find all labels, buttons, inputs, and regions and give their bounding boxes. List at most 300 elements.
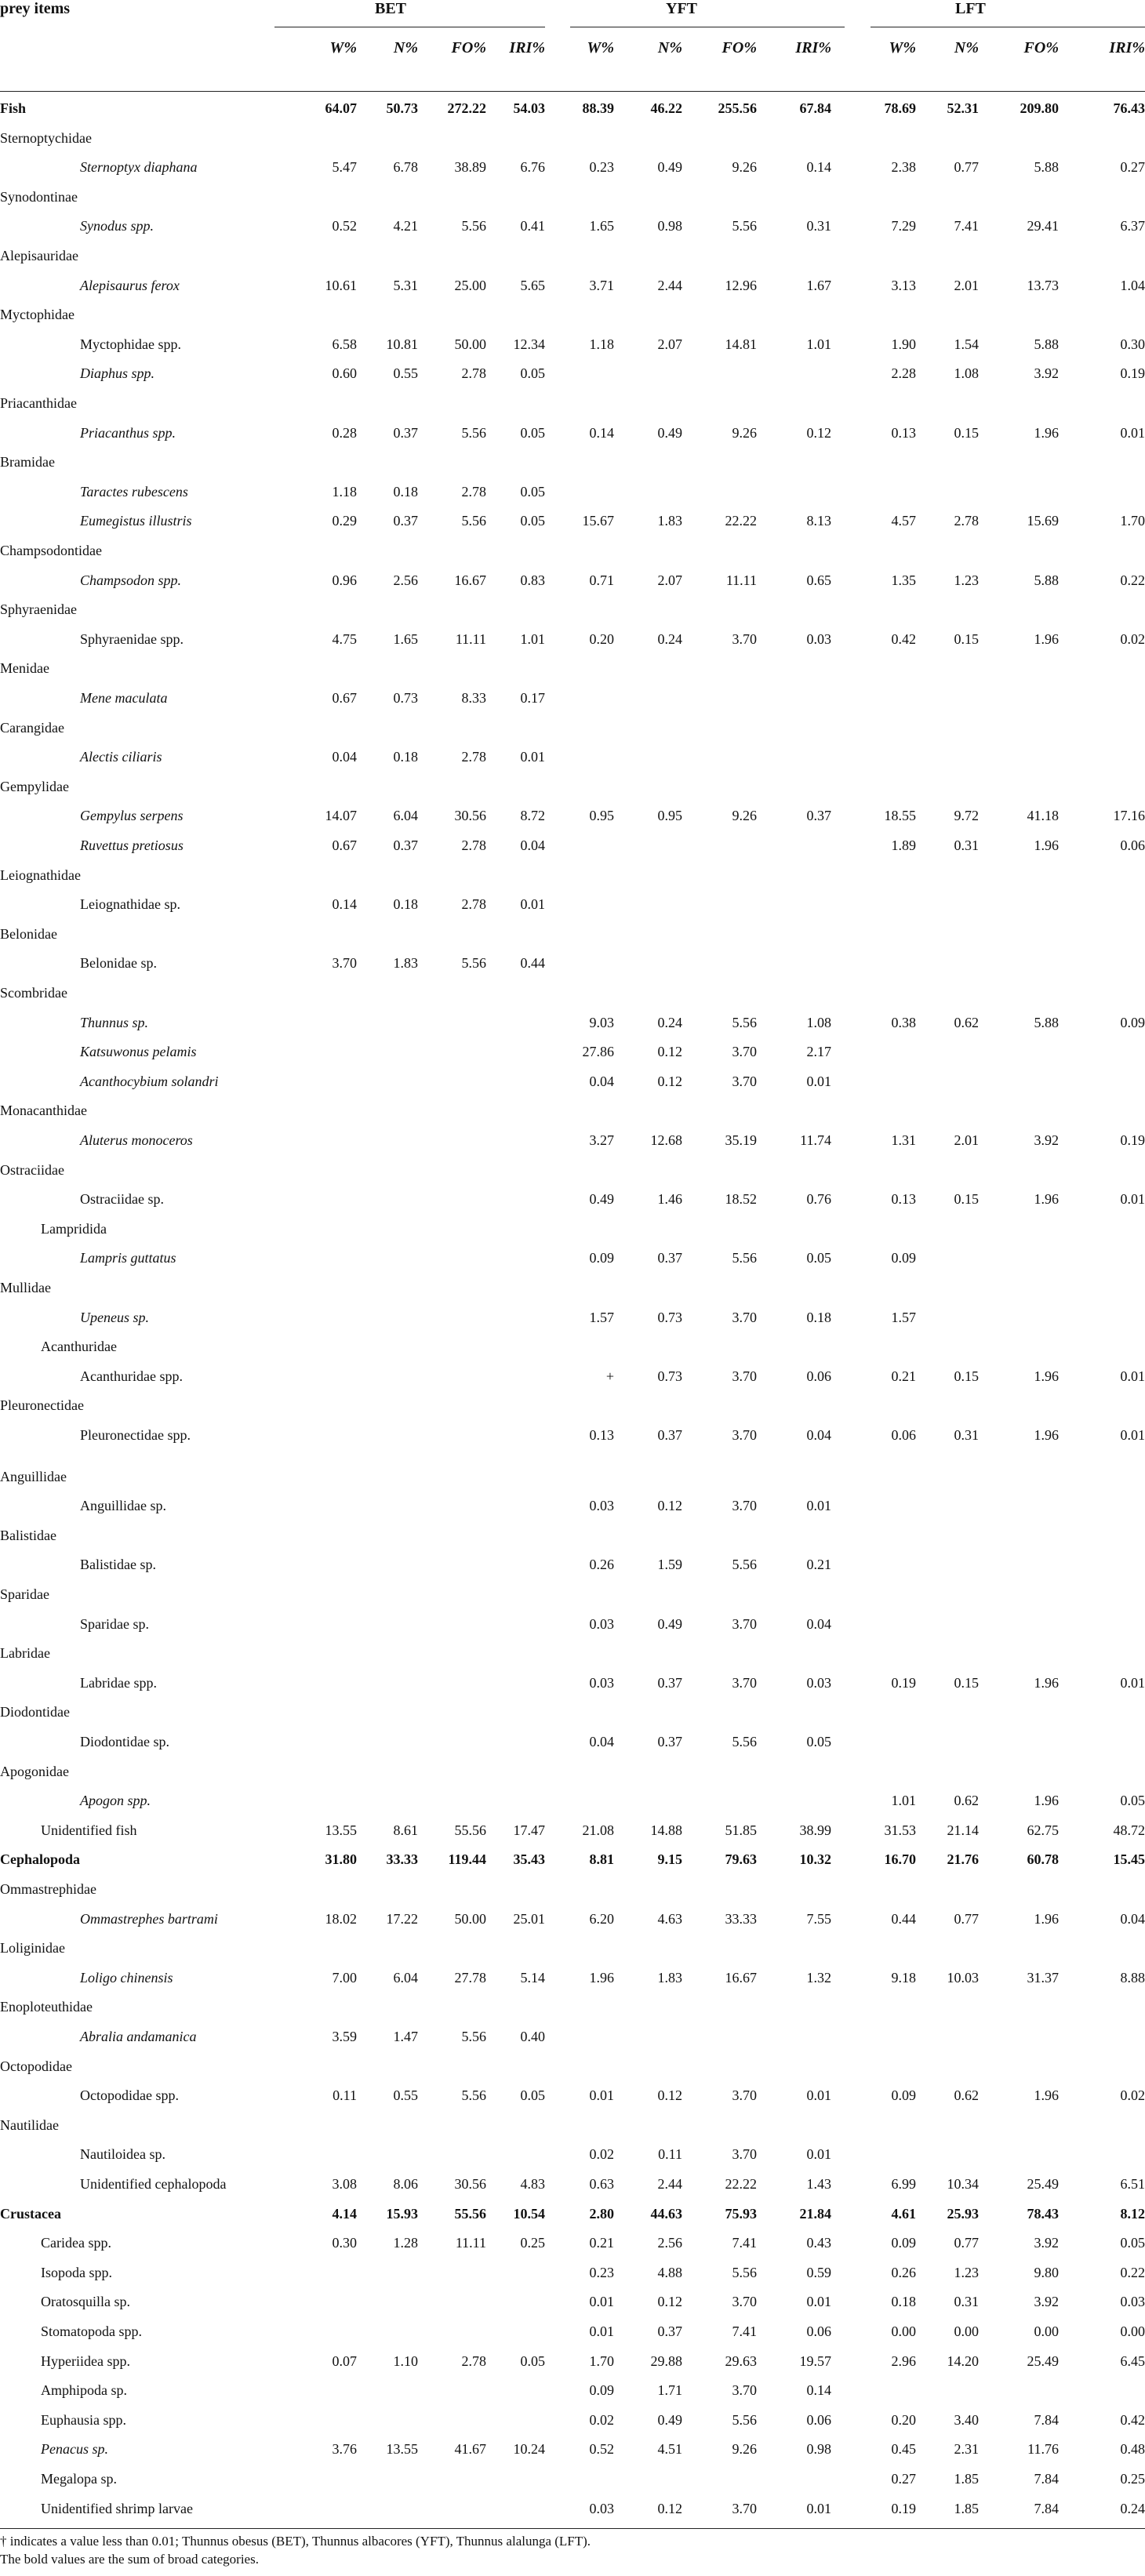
table-row	[0, 949, 1145, 978]
cell-value: 15.45	[1113, 1851, 1145, 1868]
cell-value: 78.43	[1027, 2205, 1059, 2222]
cell-value: 0.59	[806, 2264, 831, 2280]
cell-value: 0.01	[806, 2146, 831, 2163]
table-row	[0, 478, 1145, 507]
row-label: Diodontidae sp.	[80, 1734, 169, 1749]
cell-value: 0.12	[657, 1073, 682, 1089]
table-row	[0, 861, 1145, 890]
cell-value: 1.65	[393, 630, 418, 647]
cell-value: 0.20	[589, 630, 614, 647]
cell-value: 21.08	[582, 1822, 614, 1838]
cell-value: 0.05	[520, 424, 545, 441]
cell-value: 0.06	[891, 1427, 916, 1443]
row-label: Lampris guttatus	[80, 1250, 176, 1266]
cell-value: 1.01	[891, 1793, 916, 1809]
cell-value: 8.12	[1120, 2205, 1145, 2222]
cell-value: 22.22	[725, 513, 757, 529]
cell-value: 0.49	[657, 2411, 682, 2428]
cell-value: 8.61	[393, 1822, 418, 1838]
row-label: Myctophidae	[0, 307, 75, 323]
cell-value: 0.01	[806, 2087, 831, 2104]
row-label: Penacus sp.	[41, 2441, 108, 2458]
table-row	[0, 2258, 1145, 2287]
cell-value: 1.43	[806, 2176, 831, 2192]
cell-value: 0.24	[657, 1014, 682, 1030]
row-label: Leiognathidae sp.	[80, 896, 180, 913]
cell-value: 25.01	[513, 1910, 545, 1927]
cell-value: 3.70	[332, 955, 357, 972]
cell-value: 0.06	[1120, 837, 1145, 853]
cell-value: 0.49	[657, 1615, 682, 1632]
cell-value: 0.15	[954, 1674, 979, 1691]
cell-value: 55.56	[454, 1822, 486, 1838]
row-label: Octopodidae spp.	[80, 2087, 179, 2104]
cell-value: 14.81	[725, 336, 757, 352]
cell-value: 6.51	[1120, 2176, 1145, 2192]
cell-value: 7.00	[332, 1969, 357, 1986]
row-label: Sphyraenidae spp.	[80, 630, 184, 647]
table-row	[0, 1391, 1145, 1420]
cell-value: 29.41	[1027, 218, 1059, 234]
row-label: Caridea spp.	[41, 2235, 111, 2251]
table-row	[0, 1362, 1145, 1391]
cell-value: 0.22	[1120, 2264, 1145, 2280]
row-label: Sternoptyx diaphana	[80, 159, 198, 176]
table-row	[0, 2376, 1145, 2405]
cell-value: 255.56	[718, 100, 757, 116]
cell-value: 0.55	[393, 2087, 418, 2104]
cell-value: 7.84	[1034, 2471, 1059, 2487]
cell-value: 31.53	[884, 1822, 916, 1838]
cell-value: 0.26	[589, 1557, 614, 1573]
row-label: Menidae	[0, 660, 49, 677]
table-row	[0, 2111, 1145, 2140]
cell-value: 64.07	[325, 100, 357, 116]
table-row	[0, 389, 1145, 418]
cell-value: 0.18	[806, 1309, 831, 1325]
cell-value: 13.55	[325, 1822, 357, 1838]
cell-value: 3.70	[732, 1674, 757, 1691]
cell-value: 2.78	[461, 483, 486, 500]
cell-value: 52.31	[947, 100, 979, 116]
table-row	[0, 1521, 1145, 1550]
cell-value: 0.24	[1120, 2500, 1145, 2516]
row-label: Synodus spp.	[80, 218, 154, 234]
cell-value: 0.05	[520, 2353, 545, 2369]
cell-value: 0.18	[393, 749, 418, 765]
cell-value: 1.90	[891, 336, 916, 352]
cell-value: 0.60	[332, 365, 357, 382]
table-row	[0, 1964, 1145, 1993]
cell-value: 1.01	[806, 336, 831, 352]
cell-value: 51.85	[725, 1822, 757, 1838]
cell-value: 0.28	[332, 424, 357, 441]
cell-value: 7.55	[806, 1910, 831, 1927]
cell-value: 0.62	[954, 1793, 979, 1809]
table-row	[0, 1580, 1145, 1609]
cell-value: 0.73	[393, 690, 418, 706]
table-row	[0, 801, 1145, 830]
cell-value: 5.56	[732, 1557, 757, 1573]
cell-value: 0.04	[520, 837, 545, 853]
cell-value: 33.33	[725, 1910, 757, 1927]
table-row	[0, 1273, 1145, 1303]
bottom-rule	[0, 2528, 1145, 2529]
cell-value: 3.71	[589, 277, 614, 293]
cell-value: 3.08	[332, 2176, 357, 2192]
cell-value: 0.12	[657, 1498, 682, 1514]
cell-value: 54.03	[513, 100, 545, 116]
cell-value: 21.76	[947, 1851, 979, 1868]
cell-value: 16.70	[884, 1851, 916, 1868]
cell-value: 31.37	[1027, 1969, 1059, 1986]
table-row	[0, 330, 1145, 359]
cell-value: 0.03	[589, 1498, 614, 1514]
cell-value: 0.05	[520, 2087, 545, 2104]
cell-value: 4.14	[332, 2205, 357, 2222]
table-row	[0, 1332, 1145, 1361]
cell-value: 0.30	[332, 2235, 357, 2251]
cell-value: 21.84	[799, 2205, 831, 2222]
column-header-yft-fo: FO%	[722, 39, 757, 56]
cell-value: 2.07	[657, 572, 682, 588]
cell-value: 1.96	[1034, 2087, 1059, 2104]
cell-value: 0.14	[589, 424, 614, 441]
cell-value: 9.26	[732, 808, 757, 824]
cell-value: 3.59	[332, 2029, 357, 2044]
cell-value: 0.27	[891, 2471, 916, 2487]
cell-value: 25.49	[1027, 2176, 1059, 2192]
cell-value: 0.09	[1120, 1014, 1145, 1030]
column-header-lft-iri: IRI%	[1109, 39, 1145, 56]
table-row	[0, 1037, 1145, 1066]
table-row	[0, 1215, 1145, 1244]
table-row	[0, 2317, 1145, 2346]
row-label: Mullidae	[0, 1280, 51, 1295]
cell-value: 0.02	[589, 2411, 614, 2428]
table-row	[0, 1303, 1145, 1332]
cell-value: 2.96	[891, 2353, 916, 2369]
row-label: Euphausia spp.	[41, 2411, 126, 2428]
table-row	[0, 1008, 1145, 1037]
table-row	[0, 1244, 1145, 1273]
cell-value: 0.22	[1120, 572, 1145, 588]
table-row	[0, 94, 1145, 123]
row-label: Aluterus monoceros	[80, 1132, 193, 1148]
cell-value: 27.78	[454, 1969, 486, 1986]
cell-value: 0.09	[891, 2087, 916, 2104]
cell-value: 3.92	[1034, 2235, 1059, 2251]
cell-value: 5.56	[461, 513, 486, 529]
cell-value: 38.89	[454, 159, 486, 176]
table-row	[0, 831, 1145, 860]
cell-value: 0.17	[520, 690, 545, 706]
cell-value: 3.27	[589, 1132, 614, 1148]
cell-value: 10.54	[513, 2205, 545, 2222]
cell-value: 5.65	[520, 277, 545, 293]
cell-value: 0.31	[954, 1427, 979, 1443]
cell-value: 0.29	[332, 513, 357, 529]
row-label: Belonidae	[0, 925, 57, 942]
row-label: Carangidae	[0, 719, 64, 736]
cell-value: 0.77	[954, 159, 979, 176]
cell-value: 6.45	[1120, 2353, 1145, 2369]
cell-value: 9.26	[732, 424, 757, 441]
table-row	[0, 448, 1145, 477]
cell-value: 0.67	[332, 837, 357, 853]
cell-value: 1.08	[806, 1014, 831, 1030]
cell-value: 0.73	[657, 1309, 682, 1325]
cell-value: 33.33	[386, 1851, 418, 1868]
cell-value: 2.01	[954, 1132, 979, 1148]
cell-value: 25.00	[454, 277, 486, 293]
column-header-lft-fo: FO%	[1023, 39, 1059, 56]
cell-value: 0.40	[520, 2029, 545, 2044]
table-row	[0, 2465, 1145, 2494]
cell-value: 1.96	[1034, 424, 1059, 441]
cell-value: 1.85	[954, 2500, 979, 2516]
cell-value: 3.70	[732, 2146, 757, 2163]
cell-value: 0.00	[1034, 2323, 1059, 2339]
cell-value: 1.96	[1034, 1793, 1059, 1809]
cell-value: 2.80	[589, 2205, 614, 2222]
cell-value: 0.37	[657, 1250, 682, 1266]
cell-value: 2.07	[657, 336, 682, 352]
cell-value: 1.65	[589, 218, 614, 234]
cell-value: 16.67	[725, 1969, 757, 1986]
cell-value: 0.38	[891, 1014, 916, 1030]
cell-value: 0.13	[891, 1191, 916, 1208]
row-label: Alepisaurus ferox	[80, 277, 180, 293]
cell-value: 1.31	[891, 1132, 916, 1148]
cell-value: 0.37	[393, 424, 418, 441]
cell-value: 2.44	[657, 277, 682, 293]
cell-value: 4.88	[657, 2264, 682, 2280]
row-label: Sternoptychidae	[0, 129, 92, 146]
cell-value: 10.61	[325, 277, 357, 293]
cell-value: 0.01	[806, 2294, 831, 2310]
row-label: Amphipoda sp.	[41, 2382, 127, 2399]
table-row	[0, 625, 1145, 654]
cell-value: 5.56	[461, 218, 486, 234]
cell-value: 6.04	[393, 808, 418, 824]
cell-value: 0.73	[657, 1368, 682, 1384]
table-row	[0, 2435, 1145, 2464]
table-row	[0, 1185, 1145, 1214]
cell-value: 9.26	[732, 2441, 757, 2458]
table-row	[0, 183, 1145, 212]
cell-value: 0.14	[332, 896, 357, 913]
cell-value: 5.47	[332, 159, 357, 176]
row-label: Lampridida	[41, 1220, 107, 1237]
cell-value: 11.11	[455, 630, 486, 647]
row-label: Thunnus sp.	[80, 1014, 149, 1030]
cell-value: 0.12	[657, 2087, 682, 2104]
cell-value: 3.70	[732, 630, 757, 647]
cell-value: 6.58	[332, 336, 357, 352]
cell-value: 6.20	[589, 1910, 614, 1927]
cell-value: 10.24	[513, 2441, 545, 2458]
cell-value: 0.48	[1120, 2441, 1145, 2458]
row-label: Acanthuridae spp.	[80, 1368, 183, 1384]
cell-value: 1.54	[954, 336, 979, 352]
table-row	[0, 1698, 1145, 1727]
cell-value: 3.70	[732, 1427, 757, 1443]
cell-value: 5.56	[461, 424, 486, 441]
cell-value: 0.01	[589, 2294, 614, 2310]
cell-value: 0.23	[589, 159, 614, 176]
table-row	[0, 2287, 1145, 2316]
cell-value: 18.52	[725, 1191, 757, 1208]
row-label: Fish	[0, 100, 27, 116]
group-header-bet: BET	[375, 0, 407, 17]
column-header-lft-w: W%	[889, 39, 916, 56]
cell-value: 0.14	[806, 2382, 831, 2399]
cell-value: 3.92	[1034, 365, 1059, 382]
cell-value: 0.01	[1120, 1674, 1145, 1691]
row-label: Monacanthidae	[0, 1103, 87, 1119]
table-row	[0, 595, 1145, 624]
table-row	[0, 2022, 1145, 2051]
cell-value: 2.28	[891, 365, 916, 382]
cell-value: 5.56	[732, 1250, 757, 1266]
cell-value: 25.93	[947, 2205, 979, 2222]
row-label: Apogonidae	[0, 1763, 69, 1779]
row-label: Belonidae sp.	[80, 955, 157, 972]
cell-value: 5.56	[732, 1734, 757, 1749]
cell-value: 0.02	[589, 2146, 614, 2163]
cell-value: 18.02	[325, 1910, 357, 1927]
column-header-bet-w: W%	[329, 39, 357, 56]
cell-value: 30.56	[454, 2176, 486, 2192]
cell-value: 12.68	[650, 1132, 682, 1148]
cell-value: 0.27	[1120, 159, 1145, 176]
row-label: Acanthocybium solandri	[80, 1073, 219, 1089]
table-row	[0, 1096, 1145, 1125]
cell-value: 41.67	[454, 2441, 486, 2458]
cell-value: 11.74	[800, 1132, 831, 1148]
cell-value: 1.32	[806, 1969, 831, 1986]
cell-value: 1.83	[657, 513, 682, 529]
cell-value: 35.43	[513, 1851, 545, 1868]
table-row	[0, 536, 1145, 565]
cell-value: 0.06	[806, 1368, 831, 1384]
cell-value: 8.81	[589, 1851, 614, 1868]
row-label: Labridae spp.	[80, 1674, 157, 1691]
cell-value: 0.00	[954, 2323, 979, 2339]
table-row	[0, 1156, 1145, 1185]
row-label: Bramidae	[0, 454, 55, 471]
cell-value: 0.76	[806, 1191, 831, 1208]
cell-value: 0.05	[1120, 2235, 1145, 2251]
row-label: Unidentified cephalopoda	[80, 2176, 227, 2192]
row-label: Megalopa sp.	[41, 2471, 117, 2487]
row-label: Mene maculata	[80, 690, 168, 706]
row-label: Abralia andamanica	[80, 2029, 197, 2044]
row-label: Octopodidae	[0, 2058, 72, 2074]
cell-value: 6.37	[1120, 218, 1145, 234]
table-row	[0, 684, 1145, 713]
header-rule	[0, 91, 1145, 92]
row-label: Ostraciidae sp.	[80, 1191, 164, 1208]
cell-value: 2.78	[461, 365, 486, 382]
cell-value: 0.18	[891, 2294, 916, 2310]
cell-value: 0.41	[520, 218, 545, 234]
cell-value: 2.78	[461, 749, 486, 765]
cell-value: 5.56	[461, 955, 486, 972]
cell-value: 3.70	[732, 1615, 757, 1632]
column-header-yft-n: N%	[657, 39, 682, 56]
table-row	[0, 1816, 1145, 1845]
cell-value: 5.88	[1034, 1014, 1059, 1030]
cell-value: 0.62	[954, 2087, 979, 2104]
cell-value: 1.96	[1034, 630, 1059, 647]
table-row	[0, 920, 1145, 949]
cell-value: 1.96	[1034, 837, 1059, 853]
cell-value: 1.70	[1120, 513, 1145, 529]
cell-value: 0.15	[954, 1191, 979, 1208]
cell-value: 0.55	[393, 365, 418, 382]
column-header-lft-n: N%	[954, 39, 979, 56]
row-label: Labridae	[0, 1645, 50, 1662]
cell-value: 3.40	[954, 2411, 979, 2428]
cell-value: 9.26	[732, 159, 757, 176]
table-row	[0, 772, 1145, 801]
cell-value: 1.85	[954, 2471, 979, 2487]
cell-value: 0.01	[520, 896, 545, 913]
cell-value: 0.95	[589, 808, 614, 824]
cell-value: 0.05	[520, 483, 545, 500]
cell-value: 7.41	[732, 2235, 757, 2251]
cell-value: 1.96	[1034, 1191, 1059, 1208]
cell-value: 5.56	[461, 2087, 486, 2104]
table-row	[0, 2347, 1145, 2376]
row-label: Ruvettus pretiosus	[80, 837, 184, 853]
table-row	[0, 1786, 1145, 1815]
row-label: Nautilidae	[0, 2116, 59, 2133]
cell-value: 4.75	[332, 630, 357, 647]
cell-value: 1.47	[393, 2029, 418, 2044]
cell-value: 0.09	[891, 2235, 916, 2251]
cell-value: 1.96	[1034, 1368, 1059, 1384]
cell-value: 3.70	[732, 1498, 757, 1514]
cell-value: 6.76	[520, 159, 545, 176]
cell-value: 17.47	[513, 1822, 545, 1838]
cell-value: 1.96	[1034, 1910, 1059, 1927]
cell-value: 3.70	[732, 1309, 757, 1325]
cell-value: 1.71	[657, 2382, 682, 2399]
cell-value: 16.67	[454, 572, 486, 588]
row-label: Hyperiidea spp.	[41, 2353, 130, 2369]
table-row	[0, 1550, 1145, 1579]
cell-value: 8.72	[520, 808, 545, 824]
cell-value: 19.57	[799, 2353, 831, 2369]
cell-value: 5.14	[520, 1969, 545, 1986]
cell-value: 3.70	[732, 2087, 757, 2104]
cell-value: 88.39	[582, 100, 614, 116]
cell-value: 0.71	[589, 572, 614, 588]
cell-value: 35.19	[725, 1132, 757, 1148]
row-label: Ommastrephidae	[0, 1881, 96, 1897]
cell-value: 10.03	[947, 1969, 979, 1986]
cell-value: 9.15	[657, 1851, 682, 1868]
cell-value: 1.01	[520, 630, 545, 647]
cell-value: 0.21	[589, 2235, 614, 2251]
cell-value: 0.04	[332, 749, 357, 765]
cell-value: 3.92	[1034, 2294, 1059, 2310]
table-row	[0, 1845, 1145, 1874]
cell-value: 209.80	[1020, 100, 1059, 116]
